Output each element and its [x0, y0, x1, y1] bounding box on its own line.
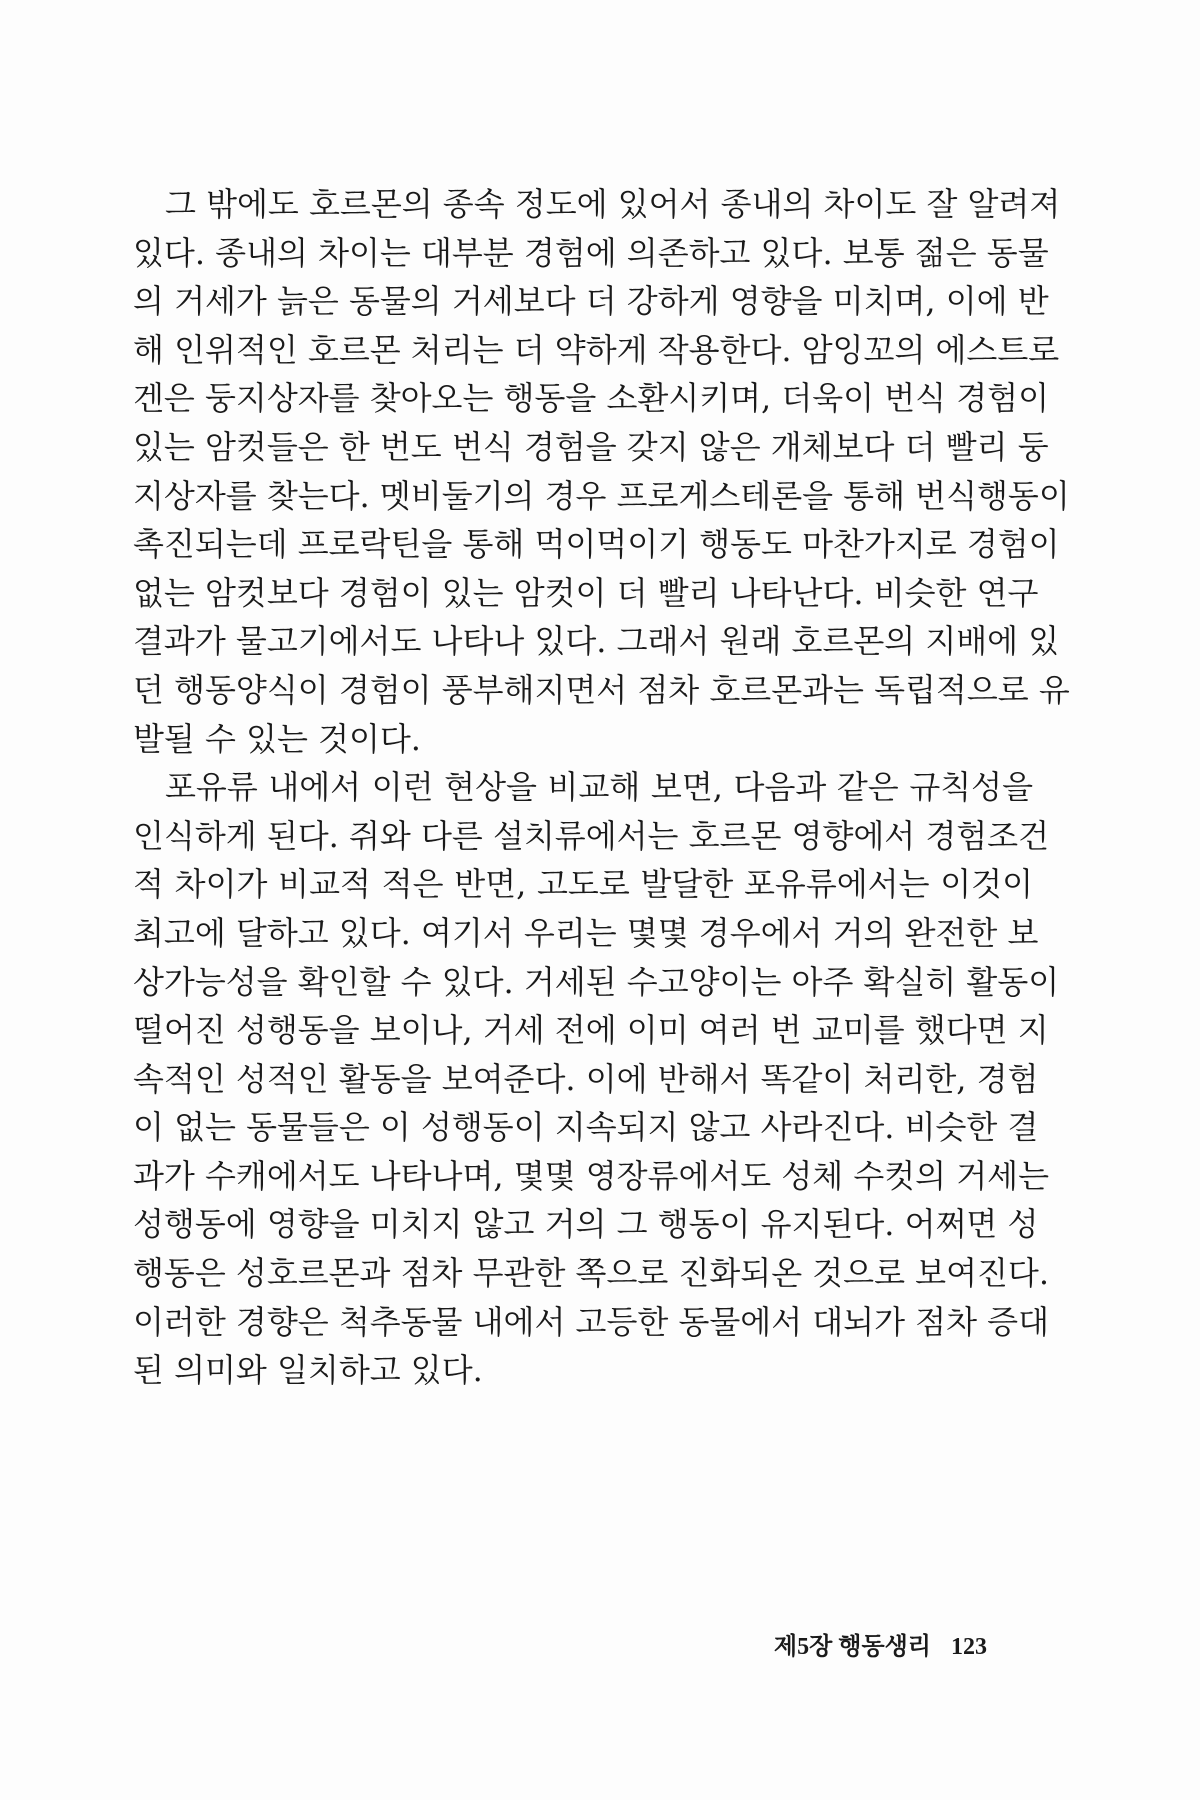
text-line: 과가 수캐에서도 나타나며, 몇몇 영장류에서도 성체 수컷의 거세는 — [133, 1156, 1050, 1195]
text-line: 발될 수 있는 것이다. — [133, 719, 421, 758]
text-line: 최고에 달하고 있다. 여기서 우리는 몇몇 경우에서 거의 완전한 보 — [133, 913, 1039, 952]
chapter-title: 제5장 행동생리 — [773, 1634, 931, 1660]
page-number: 123 — [951, 1634, 987, 1660]
text-line: 이 없는 동물들은 이 성행동이 지속되지 않고 사라진다. 비슷한 결 — [133, 1108, 1039, 1147]
text-line: 있는 암컷들은 한 번도 번식 경험을 갖지 않은 개체보다 더 빨리 둥 — [133, 427, 1049, 466]
text-line: 속적인 성적인 활동을 보여준다. 이에 반해서 똑같이 처리한, 경험 — [133, 1059, 1039, 1098]
text-line: 촉진되는데 프로락틴을 통해 먹이먹이기 행동도 마찬가지로 경험이 — [133, 525, 1060, 564]
text-line: 포유류 내에서 이런 현상을 비교해 보면, 다음과 같은 규칙성을 — [165, 768, 1033, 807]
text-line: 성행동에 영향을 미치지 않고 거의 그 행동이 유지된다. 어쩌면 성 — [133, 1205, 1039, 1244]
text-line: 된 의미와 일치하고 있다. — [133, 1351, 483, 1390]
text-line: 결과가 물고기에서도 나타나 있다. 그래서 원래 호르몬의 지배에 있 — [133, 622, 1060, 661]
text-line: 겐은 둥지상자를 찾아오는 행동을 소환시키며, 더욱이 번식 경험이 — [133, 379, 1050, 418]
text-line: 행동은 성호르몬과 점차 무관한 쪽으로 진화되온 것으로 보여진다. — [133, 1254, 1050, 1293]
text-line: 의 거세가 늙은 동물의 거세보다 더 강하게 영향을 미치며, 이에 반 — [133, 282, 1049, 321]
text-line: 상가능성을 확인할 수 있다. 거세된 수고양이는 아주 확실히 활동이 — [133, 962, 1060, 1001]
text-line: 던 행동양식이 경험이 풍부해지면서 점차 호르몬과는 독립적으로 유 — [133, 670, 1070, 709]
page-footer — [774, 1626, 987, 1661]
paragraph-2 — [133, 763, 1060, 1395]
text-line: 인식하게 된다. 쥐와 다른 설치류에서는 호르몬 영향에서 경험조건 — [133, 816, 1050, 855]
text-line: 떨어진 성행동을 보이나, 거세 전에 이미 여러 번 교미를 했다면 지 — [133, 1011, 1049, 1050]
text-line: 해 인위적인 호르몬 처리는 더 약하게 작용한다. 암잉꼬의 에스트로 — [133, 330, 1060, 369]
paragraph-1 — [133, 180, 1070, 763]
text-line: 없는 암컷보다 경험이 있는 암컷이 더 빨리 나타난다. 비슷한 연구 — [133, 573, 1039, 612]
text-line: 지상자를 찾는다. 멧비둘기의 경우 프로게스테론을 통해 번식행동이 — [133, 476, 1070, 515]
text-line: 적 차이가 비교적 적은 반면, 고도로 발달한 포유류에서는 이것이 — [133, 865, 1033, 904]
body-text — [133, 180, 1070, 1395]
text-line: 이러한 경향은 척추동물 내에서 고등한 동물에서 대뇌가 점차 증대 — [133, 1302, 1050, 1341]
text-line: 있다. 종내의 차이는 대부분 경험에 의존하고 있다. 보통 젊은 동물 — [133, 233, 1049, 272]
text-line: 그 밖에도 호르몬의 종속 정도에 있어서 종내의 차이도 잘 알려져 — [165, 185, 1061, 223]
